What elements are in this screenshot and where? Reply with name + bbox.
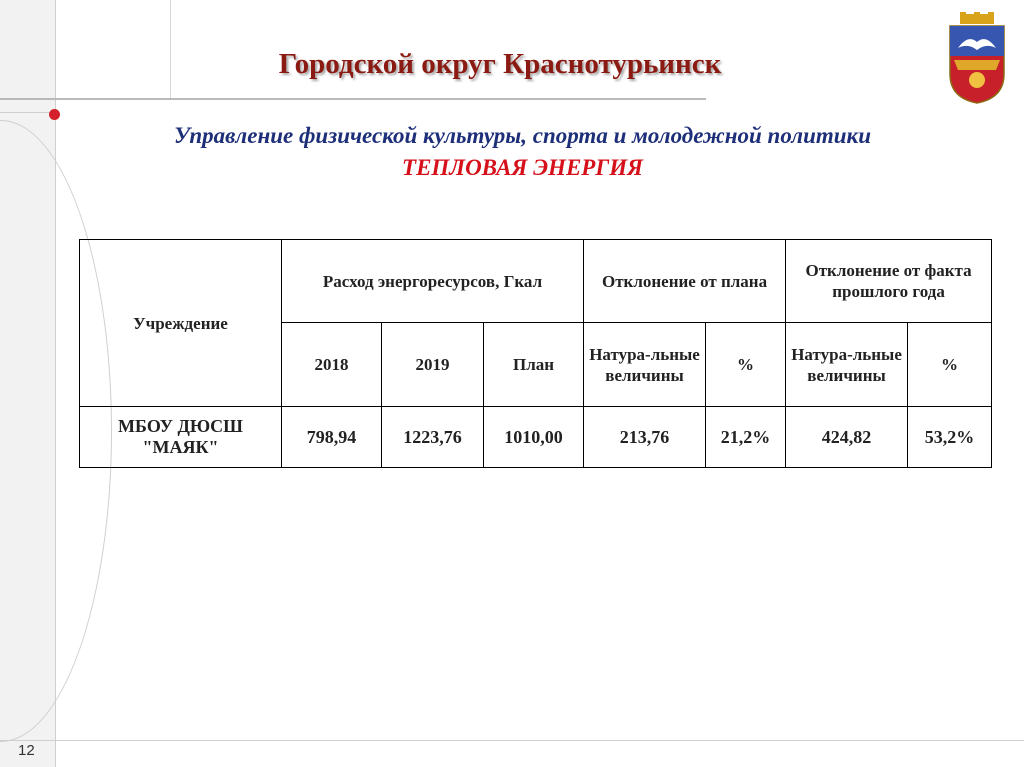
footer-line	[0, 740, 1024, 741]
cell-plan-dev-natural: 213,76	[584, 407, 706, 468]
band-line	[0, 112, 56, 113]
cell-institution: МБОУ ДЮСШ "МАЯК"	[80, 407, 282, 468]
header-2019: 2019	[382, 323, 484, 407]
energy-table	[79, 239, 992, 468]
header-prev-deviation: Отклонение от факта прошлого года	[786, 240, 992, 323]
cell-prev-dev-percent: 53,2%	[908, 407, 992, 468]
coat-of-arms-icon	[946, 12, 1008, 104]
header-percent-2: %	[908, 323, 992, 407]
header-plan: План	[484, 323, 584, 407]
header-percent-1: %	[706, 323, 786, 407]
top-divider	[170, 0, 171, 100]
header-consumption: Расход энергоресурсов, Гкал	[282, 240, 584, 323]
section-title: ТЕПЛОВАЯ ЭНЕРГИЯ	[402, 155, 643, 180]
accent-dot	[49, 109, 60, 120]
header-natural-1: Натура-льные величины	[584, 323, 706, 407]
title-underline	[0, 98, 706, 100]
header-2018: 2018	[282, 323, 382, 407]
cell-plan-dev-percent: 21,2%	[706, 407, 786, 468]
header-plan-deviation: Отклонение от плана	[584, 240, 786, 323]
cell-prev-dev-natural: 424,82	[786, 407, 908, 468]
subtitle: Управление физической культуры, спорта и молодежной политики	[174, 123, 871, 148]
cell-2018: 798,94	[282, 407, 382, 468]
header-institution: Учреждение	[80, 240, 282, 407]
cell-plan: 1010,00	[484, 407, 584, 468]
cell-2019: 1223,76	[382, 407, 484, 468]
page-number: 12	[18, 742, 35, 759]
table-row	[80, 407, 992, 468]
page-title: Городской округ Краснотурьинск	[278, 48, 722, 80]
header-natural-2: Натура-льные величины	[786, 323, 908, 407]
